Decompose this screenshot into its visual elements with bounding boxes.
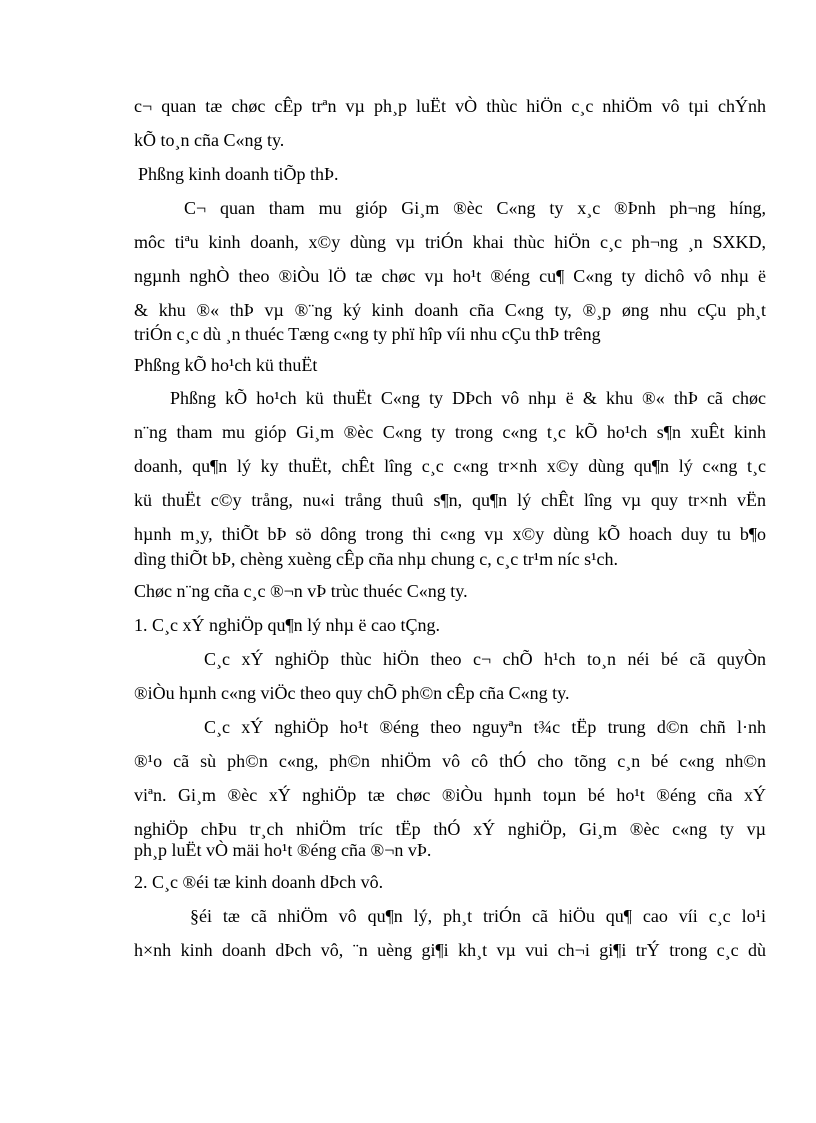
section-heading: 2. C¸c ®éi tæ kinh doanh dÞch vô. [134, 872, 384, 892]
text-line: dìng thiÕt bÞ, chèng xuèng cÊp cña nhµ chung c, c¸c tr¹m níc s¹ch. [134, 549, 619, 569]
section-heading: 1. C¸c xÝ nghiÖp qu¶n lý nhµ ë cao tÇng. [134, 615, 440, 635]
text-line: ®¹o cã sù ph©n c«ng, ph©n nhiÖm vô cô thÓ cho tõng c¸n bé c«ng nh©n [134, 751, 766, 771]
text-line: ph¸p luËt vÒ mäi ho¹t ®éng cña ®¬n vÞ. [134, 840, 432, 860]
text-line: kü thuËt c©y trång, nu«i trång thuû s¶n, qu¶n lý chÊt lîng vµ quy tr×nh vËn [134, 490, 766, 510]
text-line: ®iÒu hµnh c«ng viÖc theo quy chÕ ph©n cÊp cña C«ng ty. [134, 683, 570, 703]
text-line: C¸c xÝ nghiÖp thùc hiÖn theo c¬ chÕ h¹ch to¸n néi bé cã quyÒn [204, 649, 766, 669]
text-line: n¨ng tham mu gióp Gi¸m ®èc C«ng ty trong c«ng t¸c kÕ ho¹ch s¶n xuÊt kinh [134, 422, 766, 442]
text-line: viªn. Gi¸m ®èc xÝ nghiÖp tæ chøc ®iÒu hµnh toµn bé ho¹t ®éng cña xÝ [134, 785, 766, 805]
text-line: nghiÖp chÞu tr¸ch nhiÖm tríc tËp thÓ xÝ nghiÖp, Gi¸m ®èc c«ng ty vµ [134, 819, 766, 839]
text-line: doanh, qu¶n lý ky thuËt, chÊt lîng c¸c c«ng tr×nh x©y dùng qu¶n lý c«ng t¸c [134, 456, 766, 476]
text-line: C¸c xÝ nghiÖp ho¹t ®éng theo nguyªn t¾c tËp trung d©n chñ l·nh [204, 717, 766, 737]
text-line: kÕ to¸n cña C«ng ty. [134, 130, 285, 150]
text-line: c¬ quan tæ chøc cÊp trªn vµ ph¸p luËt vÒ thùc hiÖn c¸c nhiÖm vô tµi chÝnh [134, 96, 766, 116]
text-line: C¬ quan tham mu gióp Gi¸m ®èc C«ng ty x¸c ®Þnh ph¬ng híng, [184, 198, 766, 218]
section-heading: Phßng kÕ ho¹ch kü thuËt [134, 355, 318, 375]
text-line: §éi tæ cã nhiÖm vô qu¶n lý, ph¸t triÓn cã hiÖu qu¶ cao víi c¸c lo¹i [190, 906, 766, 926]
text-line: & khu ®« thÞ vµ ®¨ng ký kinh doanh cña C«ng ty, ®¸p øng nhu cÇu ph¸t [134, 300, 766, 320]
text-line: Phßng kÕ ho¹ch kü thuËt C«ng ty DÞch vô nhµ ë & khu ®« thÞ cã chøc [170, 388, 766, 408]
section-heading: Phßng kinh doanh tiÕp thÞ. [138, 164, 339, 184]
text-line: triÓn c¸c dù ¸n thuéc Tæng c«ng ty phï hîp víi nhu cÇu thÞ trêng [134, 324, 601, 344]
text-line: ngµnh nghÒ theo ®iÒu lÖ tæ chøc vµ ho¹t ®éng cu¶ C«ng ty dichô vô nhµ ë [134, 266, 766, 286]
text-line: hµnh m¸y, thiÕt bÞ sö dông trong thi c«ng vµ x©y dùng kÕ hoach duy tu b¶o [134, 524, 766, 544]
text-line: môc tiªu kinh doanh, x©y dùng vµ triÓn khai thùc hiÖn c¸c ph¬ng ¸n SXKD, [134, 232, 766, 252]
text-line: h×nh kinh doanh dÞch vô, ¨n uèng gi¶i kh¸t vµ vui ch¬i gi¶i trÝ trong c¸c dù [134, 940, 766, 960]
section-heading: Chøc n¨ng cña c¸c ®¬n vÞ trùc thuéc C«ng ty. [134, 581, 468, 601]
